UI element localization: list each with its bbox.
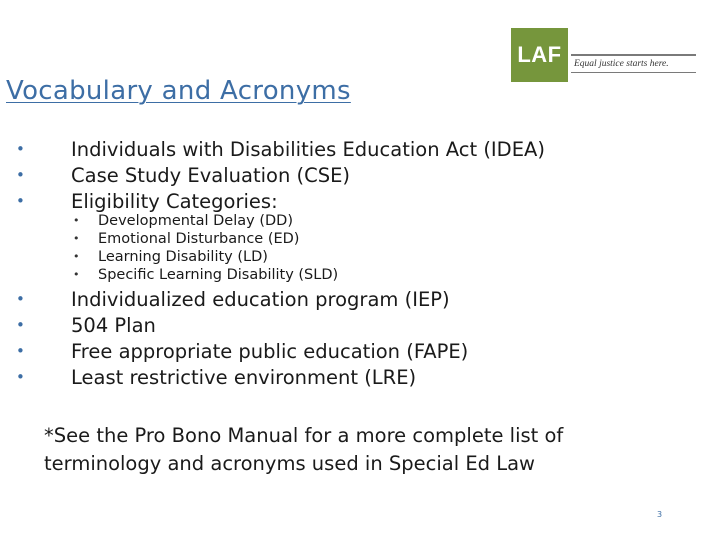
bullet-icon: • (16, 192, 25, 210)
list-item-text: Free appropriate public education (FAPE) (71, 340, 469, 363)
page-number: 3 (657, 510, 663, 519)
laf-logo (511, 28, 696, 82)
bullet-icon: • (16, 166, 25, 184)
bullet-icon: • (73, 250, 80, 263)
logo-tagline: Equal justice starts here. (571, 54, 696, 73)
sub-list-item-text: Emotional Disturbance (ED) (98, 231, 300, 247)
bullet-icon: • (73, 232, 80, 245)
bullet-icon: • (16, 316, 25, 334)
bullet-icon: • (73, 268, 80, 281)
list-item-text: Individuals with Disabilities Education Act (IDEA) (71, 138, 545, 161)
bullet-icon: • (16, 368, 25, 386)
bullet-icon: • (16, 342, 25, 360)
list-item-text: 504 Plan (71, 314, 156, 337)
bullet-icon: • (73, 214, 80, 227)
logo-mark: LAF (511, 28, 568, 82)
slide-title: Vocabulary and Acronyms (6, 76, 351, 106)
bullet-icon: • (16, 290, 25, 308)
footnote: *See the Pro Bono Manual for a more complete list of terminology and acronyms used in Special Ed Law (44, 424, 564, 475)
list-item-text: Least restrictive environment (LRE) (71, 366, 417, 389)
list-item-text: Eligibility Categories: (71, 190, 278, 213)
bullet-icon: • (16, 140, 25, 158)
sub-list-item-text: Developmental Delay (DD) (98, 213, 293, 229)
list-item-text: Individualized education program (IEP) (71, 288, 450, 311)
list-item-text: Case Study Evaluation (CSE) (71, 164, 351, 187)
sub-list-item-text: Learning Disability (LD) (98, 249, 268, 265)
sub-list-item-text: Specific Learning Disability (SLD) (98, 267, 339, 283)
